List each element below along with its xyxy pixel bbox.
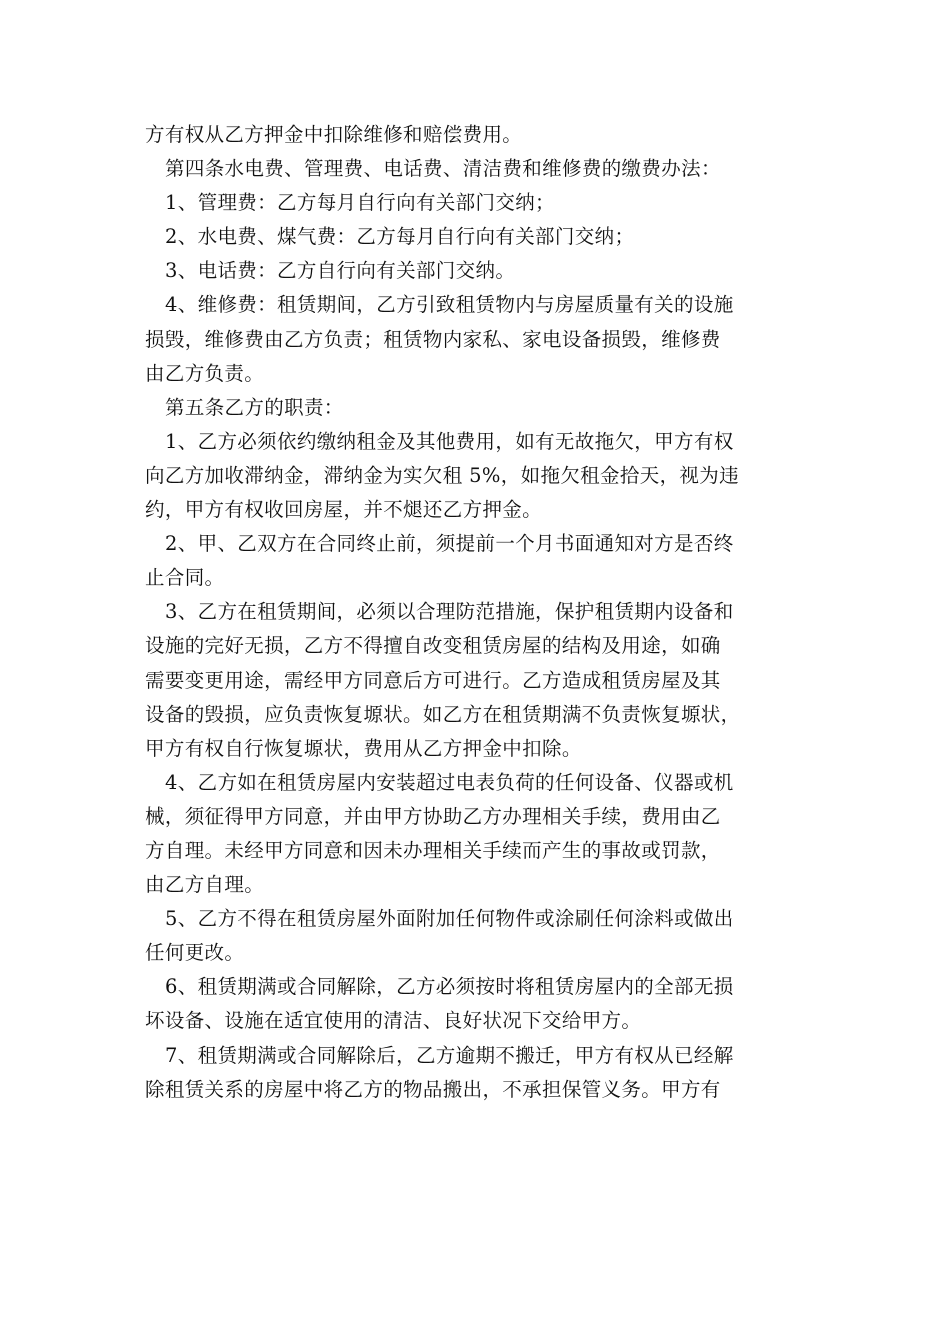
text-line-12: 约，甲方有权收回房屋，并不煺还乙方押金。	[145, 498, 543, 522]
text-line-7: 损毁，维修费由乙方负责；租赁物内家私、家电设备损毁，维修费	[145, 327, 721, 351]
document-body	[145, 118, 817, 1107]
text-line-6: 4、维修费：租赁期间，乙方引致租赁物内与房屋质量有关的设施	[165, 293, 734, 317]
text-line-11: 向乙方加收滞纳金，滞纳金为实欠租 5%，如拖欠租金拾天，视为违	[145, 463, 739, 487]
text-line-17: 需要变更用途，需经甲方同意后方可进行。乙方造成租赁房屋及其	[145, 668, 721, 692]
text-line-25: 任何更改。	[145, 941, 245, 965]
text-line-14: 止合同。	[145, 566, 225, 590]
text-line-8: 由乙方负责。	[145, 361, 265, 385]
text-line-20: 4、乙方如在租赁房屋内安装超过电表负荷的任何设备、仪器或机	[165, 770, 734, 794]
text-line-23: 由乙方自理。	[145, 873, 265, 897]
text-line-3: 1、管理费：乙方每月自行向有关部门交纳；	[165, 191, 555, 215]
text-line-18: 设备的毁损，应负责恢复塬状。如乙方在租赁期满不负责恢复塬状，	[145, 702, 741, 726]
text-line-27: 坏设备、设施在适宜使用的清洁、良好状况下交给甲方。	[145, 1009, 642, 1033]
text-line-24: 5、乙方不得在租赁房屋外面附加任何物件或涂刷任何涂料或做出	[165, 907, 734, 931]
text-line-15: 3、乙方在租赁期间，必须以合理防范措施，保护租赁期内设备和	[165, 600, 734, 624]
text-line-4: 2、水电费、煤气费：乙方每月自行向有关部门交纳；	[165, 225, 635, 249]
text-line-19: 甲方有权自行恢复塬状，费用从乙方押金中扣除。	[145, 736, 582, 760]
text-line-2: 第四条水电费、管理费、电话费、清洁费和维修费的缴费办法：	[165, 157, 721, 181]
text-line-5: 3、电话费：乙方自行向有关部门交纳。	[165, 259, 516, 283]
text-line-9: 第五条乙方的职责：	[165, 395, 344, 419]
text-line-22: 方自理。未经甲方同意和因未办理相关手续而产生的事故或罚款，	[145, 838, 721, 862]
text-line-1: 方有权从乙方押金中扣除维修和赔偿费用。	[145, 123, 523, 146]
text-line-13: 2、甲、乙双方在合同终止前，须提前一个月书面通知对方是否终	[165, 532, 734, 556]
text-line-16: 设施的完好无损，乙方不得擅自改变租赁房屋的结构及用途，如确	[145, 634, 721, 658]
text-line-29: 除租赁关系的房屋中将乙方的物品搬出，不承担保管义务。甲方有	[145, 1077, 721, 1101]
text-line-10: 1、乙方必须依约缴纳租金及其他费用，如有无故拖欠，甲方有权	[165, 429, 734, 453]
text-line-26: 6、租赁期满或合同解除，乙方必须按时将租赁房屋内的全部无损	[165, 975, 734, 999]
text-line-21: 械，须征得甲方同意，并由甲方协助乙方办理相关手续，费用由乙	[145, 804, 721, 828]
text-line-28: 7、租赁期满或合同解除后，乙方逾期不搬迁，甲方有权从已经解	[165, 1043, 734, 1067]
